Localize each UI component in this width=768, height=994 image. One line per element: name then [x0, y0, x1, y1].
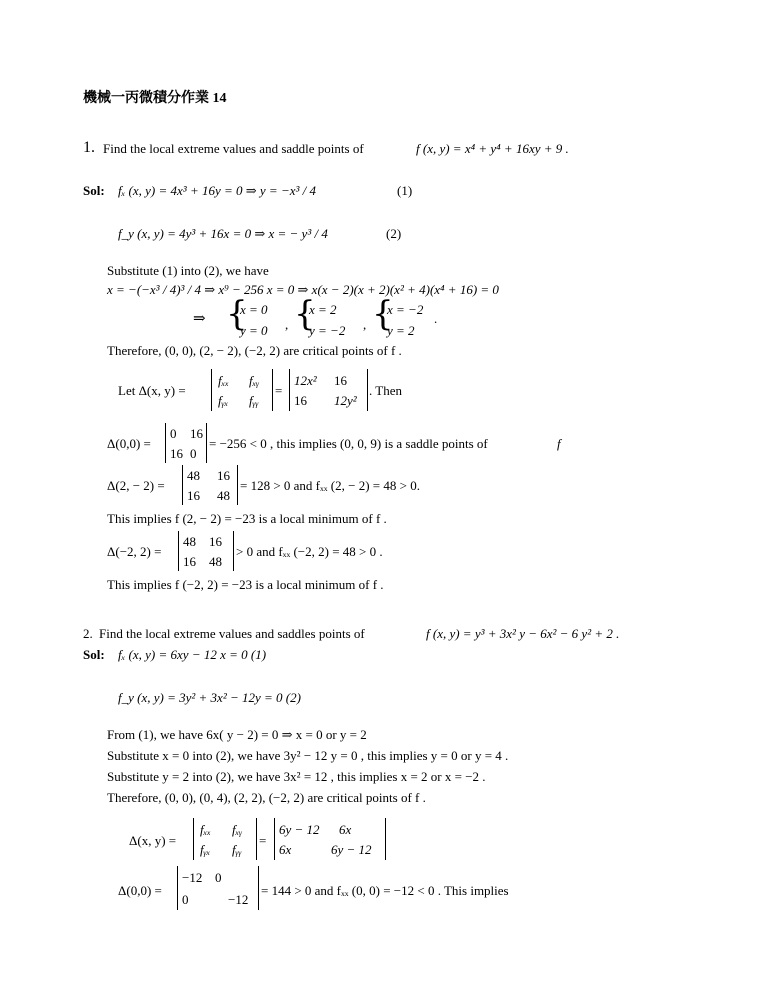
det-cell: 48	[209, 554, 222, 569]
system-1-x: x = 0	[240, 302, 268, 317]
brace-system-3: {	[372, 294, 394, 334]
p1-deltam22-matrix	[178, 531, 234, 571]
p1-delta2m2-lhs: Δ(2, − 2) =	[107, 478, 165, 493]
det-cell: fᵧᵧ	[232, 842, 242, 857]
p2-delta00-rhs: = 144 > 0 and fₓₓ (0, 0) = −12 < 0 . This implies	[261, 883, 509, 898]
system-3-x: x = −2	[387, 302, 424, 317]
page-title: 機械一丙微積分作業 14	[83, 91, 227, 106]
p1-implies-min-2: This implies f (−2, 2) = −23 is a local minimum of f .	[107, 577, 384, 592]
system-3-y: y = 2	[387, 323, 415, 338]
p2-delta-lhs: Δ(x, y) =	[129, 833, 177, 848]
problem-2-function: f (x, y) = y³ + 3x² y − 6x² − 6 y² + 2 .	[426, 626, 620, 641]
then-text: . Then	[369, 383, 402, 398]
p1-det-hessian	[289, 369, 368, 411]
equals: =	[275, 383, 283, 398]
equals: =	[259, 833, 267, 848]
det-cell: 16	[217, 468, 230, 483]
problem-1-function: f (x, y) = x⁴ + y⁴ + 16xy + 9 .	[416, 141, 569, 156]
p1-let-delta: Let Δ(x, y) =	[118, 383, 186, 398]
det-cell: 6y − 12	[331, 842, 372, 857]
det-cell: 6y − 12	[279, 822, 320, 837]
p1-substitute-text: Substitute (1) into (2), we have	[107, 263, 269, 278]
problem-2-statement: Find the local extreme values and saddles points of	[99, 626, 365, 641]
det-cell: 0	[190, 446, 197, 461]
det-cell: fᵧₓ	[200, 842, 211, 857]
system-2-y: y = −2	[309, 323, 346, 338]
det-cell: fᵧᵧ	[249, 393, 259, 408]
p1-delta00-f: f	[557, 436, 561, 451]
system-separator-1: ,	[285, 317, 289, 332]
p2-line-1: From (1), we have 6x( y − 2) = 0 ⇒ x = 0 or y = 2	[107, 727, 367, 742]
det-cell: 16	[187, 488, 200, 503]
sol-2-label: Sol:	[83, 647, 105, 662]
det-cell: 16	[294, 393, 307, 408]
det-cell: 16	[183, 554, 196, 569]
p1-delta00-rhs: = −256 < 0 , this implies (0, 0, 9) is a saddle points of	[209, 436, 488, 451]
p1-fy-equation: f_y (x, y) = 4y³ + 16x = 0 ⇒ x = − y³ / 4	[118, 226, 328, 241]
p2-critical-points: Therefore, (0, 0), (0, 4), (2, 2), (−2, 2) are critical points of f .	[107, 790, 426, 805]
implies-arrow: ⇒	[193, 311, 206, 327]
det-cell: 0	[170, 426, 177, 441]
p1-substitute-equation: x = −(−x³ / 4)³ / 4 ⇒ x⁹ − 256 x = 0 ⇒ x(x − 2)(x + 2)(x² + 4)(x⁴ + 16) = 0	[107, 282, 499, 297]
det-cell: 12x²	[294, 373, 317, 388]
det-cell: 48	[187, 468, 200, 483]
p1-fx-equation: fₓ (x, y) = 4x³ + 16y = 0 ⇒ y = −x³ / 4	[118, 183, 316, 198]
det-cell: fₓₓ	[200, 822, 212, 837]
problem-1-statement: Find the local extreme values and saddle points of	[103, 141, 364, 156]
det-cell: 16	[334, 373, 347, 388]
det-cell: fₓₓ	[218, 373, 230, 388]
det-cell: 0	[215, 870, 222, 885]
p2-fy-equation: f_y (x, y) = 3y² + 3x² − 12y = 0 (2)	[118, 690, 301, 705]
p1-deltam22-rhs: > 0 and fₓₓ (−2, 2) = 48 > 0 .	[236, 544, 383, 559]
p1-det-symbolic	[211, 369, 273, 411]
brace-system-2: {	[294, 294, 316, 334]
det-cell: 12y²	[334, 393, 357, 408]
p2-line-3: Substitute y = 2 into (2), we have 3x² = 12 , this implies x = 2 or x = −2 .	[107, 769, 486, 784]
problem-1-number: 1.	[83, 139, 95, 156]
p2-delta00-matrix	[177, 866, 259, 910]
p1-fy-tag: (2)	[386, 226, 402, 241]
det-cell: −12	[182, 870, 203, 885]
system-separator-2: ,	[363, 317, 367, 332]
system-2-x: x = 2	[309, 302, 337, 317]
p2-det-symbolic	[193, 818, 257, 860]
det-cell: 0	[182, 892, 189, 907]
p2-line-2: Substitute x = 0 into (2), we have 3y² − 12 y = 0 , this implies y = 0 or y = 4 .	[107, 748, 509, 763]
p1-fx-tag: (1)	[397, 183, 413, 198]
p2-delta00-lhs: Δ(0,0) =	[118, 883, 162, 898]
det-cell: fₓᵧ	[249, 373, 260, 388]
p1-delta00-lhs: Δ(0,0) =	[107, 436, 151, 451]
p1-delta00-matrix	[165, 423, 207, 463]
p1-critical-points: Therefore, (0, 0), (2, − 2), (−2, 2) are critical points of f .	[107, 343, 402, 358]
det-cell: 48	[183, 534, 196, 549]
p1-deltam22-lhs: Δ(−2, 2) =	[107, 544, 162, 559]
det-cell: 6x	[279, 842, 292, 857]
problem-2-number: 2.	[83, 626, 93, 641]
p1-implies-min-1: This implies f (2, − 2) = −23 is a local minimum of f .	[107, 511, 387, 526]
det-cell: fₓᵧ	[232, 822, 243, 837]
brace-system-1: {	[226, 294, 248, 334]
det-cell: fᵧₓ	[218, 393, 229, 408]
det-cell: 16	[190, 426, 203, 441]
det-cell: 48	[217, 488, 230, 503]
sol-1-label: Sol:	[83, 183, 105, 198]
p1-delta2m2-matrix	[182, 465, 238, 505]
det-cell: −12	[228, 892, 249, 907]
p2-fx-equation: fₓ (x, y) = 6xy − 12 x = 0 (1)	[118, 647, 267, 662]
det-cell: 6x	[339, 822, 352, 837]
system-1-y: y = 0	[240, 323, 268, 338]
det-cell: 16	[170, 446, 183, 461]
system-end-dot: .	[434, 311, 438, 326]
p1-delta2m2-rhs: = 128 > 0 and fₓₓ (2, − 2) = 48 > 0.	[240, 478, 420, 493]
p2-det-hessian	[274, 818, 386, 860]
det-cell: 16	[209, 534, 222, 549]
